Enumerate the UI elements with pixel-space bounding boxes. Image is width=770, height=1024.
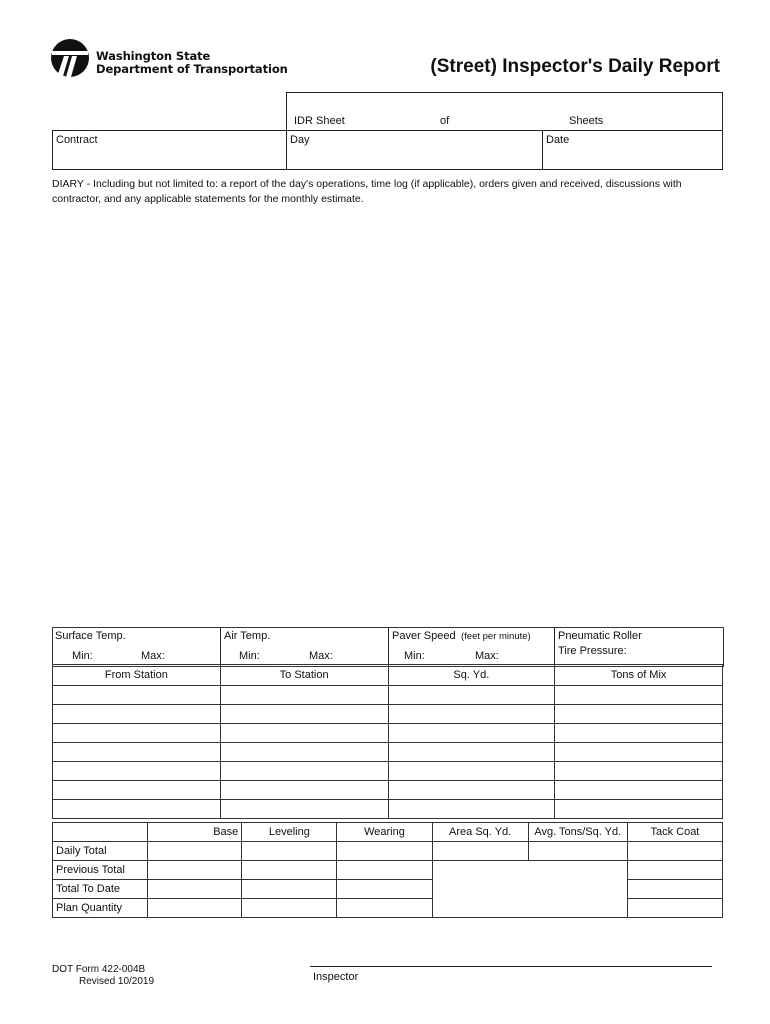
- agency-line-1: Washington State: [96, 49, 211, 63]
- sheets-label: Sheets: [569, 115, 604, 127]
- avg-tons-header: Avg. Tons/Sq. Yd.: [528, 823, 627, 842]
- paver-speed-max-label: Max:: [475, 650, 499, 662]
- air-temp-max-label: Max:: [309, 650, 333, 662]
- idr-sheet-label: IDR Sheet: [294, 115, 345, 127]
- from-station-cell[interactable]: [53, 762, 221, 781]
- base-cell[interactable]: [148, 861, 242, 880]
- leveling-header: Leveling: [242, 823, 337, 842]
- sq-yd-cell[interactable]: [388, 705, 555, 724]
- tack-coat-cell[interactable]: [627, 880, 722, 899]
- to-station-cell[interactable]: [220, 762, 388, 781]
- area-sq-yd-cell[interactable]: [432, 842, 528, 861]
- leveling-cell[interactable]: [242, 899, 337, 918]
- sq-yd-cell[interactable]: [388, 781, 555, 800]
- inspector-signature-line[interactable]: [310, 966, 712, 967]
- to-station-cell[interactable]: [220, 705, 388, 724]
- wsdot-logo: [50, 38, 90, 78]
- blank-area-cell: [432, 861, 627, 918]
- avg-tons-cell[interactable]: [528, 842, 627, 861]
- day-label: Day: [290, 134, 310, 146]
- tons-of-mix-cell[interactable]: [555, 743, 723, 762]
- table-row: [53, 800, 723, 819]
- air-temp-label: Air Temp.: [224, 630, 271, 642]
- totals-corner-cell: [53, 823, 148, 842]
- surface-temp-max-label: Max:: [141, 650, 165, 662]
- tons-of-mix-header: Tons of Mix: [555, 665, 723, 686]
- base-cell[interactable]: [148, 842, 242, 861]
- surface-temp-label: Surface Temp.: [55, 630, 126, 642]
- agency-line-2: Department of Transportation: [96, 62, 288, 76]
- plan-quantity-label: Plan Quantity: [53, 899, 148, 918]
- to-station-cell[interactable]: [220, 800, 388, 819]
- sq-yd-cell[interactable]: [388, 724, 555, 743]
- from-station-cell[interactable]: [53, 743, 221, 762]
- sq-yd-cell[interactable]: [388, 743, 555, 762]
- table-row: [53, 842, 723, 861]
- sq-yd-cell[interactable]: [388, 800, 555, 819]
- from-station-header: From Station: [53, 665, 221, 686]
- leveling-cell[interactable]: [242, 842, 337, 861]
- to-station-cell[interactable]: [220, 724, 388, 743]
- tack-coat-cell[interactable]: [627, 899, 722, 918]
- base-cell[interactable]: [148, 899, 242, 918]
- totals-table: [52, 822, 723, 918]
- to-station-cell[interactable]: [220, 781, 388, 800]
- table-row: [53, 781, 723, 800]
- contract-label: Contract: [56, 134, 98, 146]
- sq-yd-cell[interactable]: [388, 762, 555, 781]
- air-temp-min-label: Min:: [239, 650, 260, 662]
- tons-of-mix-cell[interactable]: [555, 800, 723, 819]
- tack-coat-header: Tack Coat: [627, 823, 722, 842]
- paver-speed-label: Paver Speed: [392, 630, 456, 642]
- leveling-cell[interactable]: [242, 880, 337, 899]
- tons-of-mix-cell[interactable]: [555, 781, 723, 800]
- tack-coat-cell[interactable]: [627, 842, 722, 861]
- total-to-date-label: Total To Date: [53, 880, 148, 899]
- table-row: [53, 686, 723, 705]
- leveling-cell[interactable]: [242, 861, 337, 880]
- form-number: DOT Form 422-004B: [52, 964, 146, 975]
- tack-coat-cell[interactable]: [627, 861, 722, 880]
- base-cell[interactable]: [148, 880, 242, 899]
- previous-total-label: Previous Total: [53, 861, 148, 880]
- from-station-cell[interactable]: [53, 705, 221, 724]
- tons-of-mix-cell[interactable]: [555, 705, 723, 724]
- table-row: [53, 724, 723, 743]
- wearing-cell[interactable]: [337, 880, 432, 899]
- agency-name: [96, 50, 288, 76]
- sq-yd-header: Sq. Yd.: [388, 665, 555, 686]
- paver-speed-unit: (feet per minute): [461, 631, 531, 642]
- tons-of-mix-cell[interactable]: [555, 762, 723, 781]
- tire-pressure-label: Tire Pressure:: [558, 645, 627, 657]
- date-label: Date: [546, 134, 570, 146]
- from-station-cell[interactable]: [53, 781, 221, 800]
- area-sq-yd-header: Area Sq. Yd.: [432, 823, 528, 842]
- report-title: (Street) Inspector's Daily Report: [430, 56, 720, 77]
- sq-yd-cell[interactable]: [388, 686, 555, 705]
- tons-of-mix-cell[interactable]: [555, 686, 723, 705]
- diary-entry-area[interactable]: [52, 215, 722, 615]
- to-station-header: To Station: [220, 665, 388, 686]
- from-station-cell[interactable]: [53, 686, 221, 705]
- table-row: [53, 762, 723, 781]
- inspector-label: Inspector: [313, 971, 359, 983]
- table-row: [53, 705, 723, 724]
- station-table: [52, 664, 723, 819]
- daily-total-label: Daily Total: [53, 842, 148, 861]
- form-revision: Revised 10/2019: [79, 976, 155, 987]
- of-label: of: [440, 115, 450, 127]
- surface-temp-min-label: Min:: [72, 650, 93, 662]
- table-row: [53, 861, 723, 880]
- tons-of-mix-cell[interactable]: [555, 724, 723, 743]
- base-header: Base: [148, 823, 242, 842]
- from-station-cell[interactable]: [53, 800, 221, 819]
- pneumatic-roller-label: Pneumatic Roller: [558, 630, 642, 642]
- diary-instructions: DIARY - Including but not limited to: a report of the day's operations, time log (if applicable), orders given and received, discussions with contractor, and any applicable statements for the monthly estimate.: [52, 178, 682, 205]
- table-row: [53, 743, 723, 762]
- from-station-cell[interactable]: [53, 724, 221, 743]
- wearing-cell[interactable]: [337, 899, 432, 918]
- to-station-cell[interactable]: [220, 743, 388, 762]
- to-station-cell[interactable]: [220, 686, 388, 705]
- wearing-cell[interactable]: [337, 861, 432, 880]
- paver-speed-min-label: Min:: [404, 650, 425, 662]
- wearing-header: Wearing: [337, 823, 432, 842]
- wearing-cell[interactable]: [337, 842, 432, 861]
